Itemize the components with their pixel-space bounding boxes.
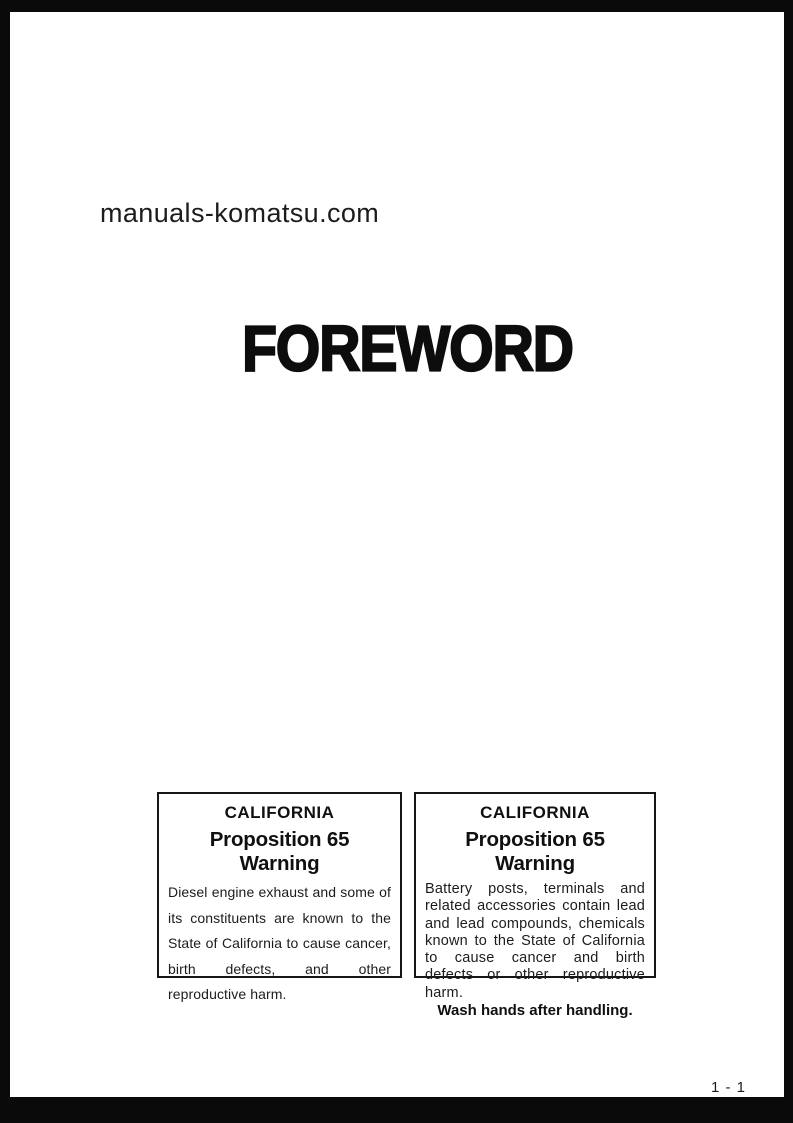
warning-subheading: Proposition 65 Warning [209, 828, 350, 875]
warning-box-battery [414, 792, 656, 1020]
warning-subheading: Proposition 65 Warning [465, 828, 605, 875]
warning-heading: CALIFORNIA [480, 803, 590, 822]
warning-box-diesel [157, 792, 402, 1002]
document-title: FOREWORD [242, 313, 573, 385]
watermark-text: manuals-komatsu.com [100, 198, 380, 228]
warning-body: Battery posts, terminals and related accessories contain lead and lead compounds, chemicals known to the State of California to cause cancer and birth defects or other reproductive harm. [425, 881, 645, 1001]
warning-body: Diesel engine exhaust and some of its constituents are known to the State of California to cause cancer, birth defects, and other reproductive harm. [168, 884, 391, 1002]
page-number: 1 - 1 [711, 1079, 747, 1096]
warning-heading: CALIFORNIA [224, 803, 335, 822]
warning-footer: Wash hands after handling. [437, 1002, 633, 1020]
